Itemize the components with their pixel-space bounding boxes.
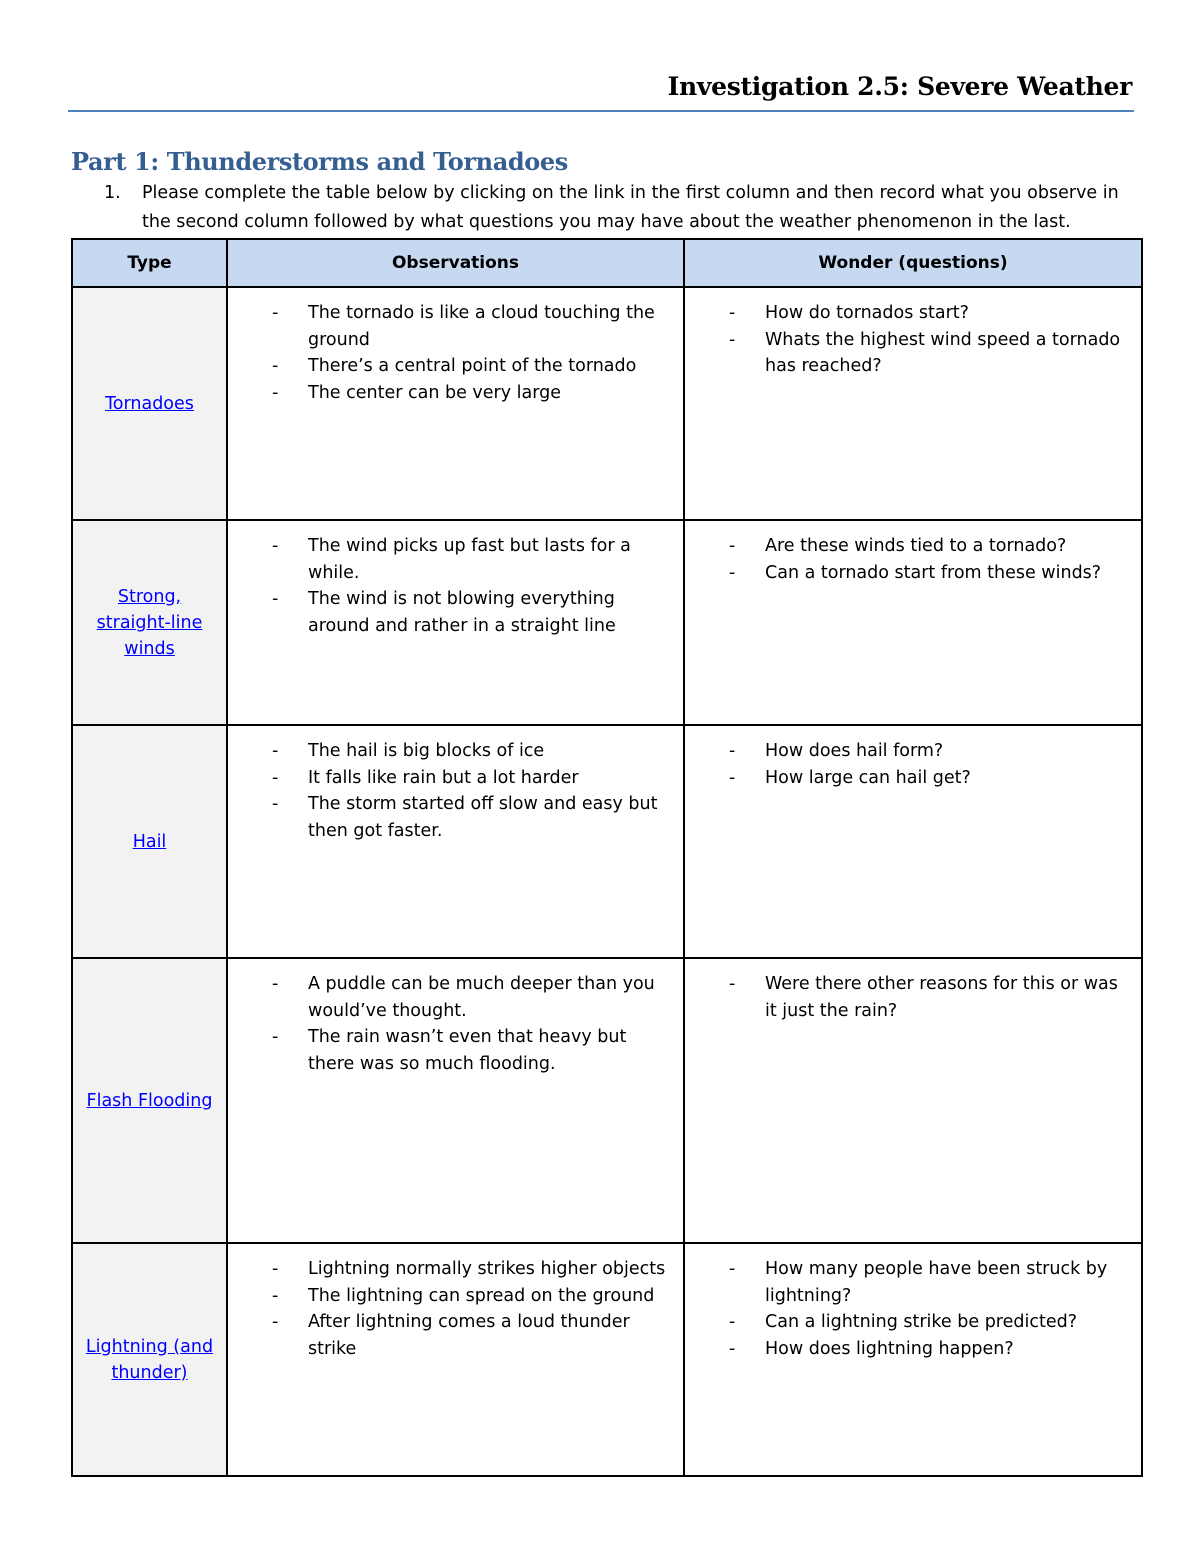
type-cell bbox=[72, 1243, 227, 1476]
phenomenon-link[interactable]: Tornadoes bbox=[105, 393, 194, 414]
document-header bbox=[68, 70, 1134, 112]
wonder-list bbox=[685, 300, 1131, 380]
table-row bbox=[72, 1243, 1142, 1476]
observation-item bbox=[228, 300, 673, 353]
observations-cell bbox=[227, 520, 684, 725]
item-text: The tornado is like a cloud touching the ground bbox=[308, 303, 655, 350]
question-item bbox=[685, 1256, 1131, 1309]
table-row bbox=[72, 725, 1142, 958]
dash-bullet-icon: - bbox=[272, 589, 279, 609]
item-text: After lightning comes a loud thunder strike bbox=[308, 1312, 630, 1359]
wonder-cell bbox=[684, 287, 1142, 520]
item-text: The lightning can spread on the ground bbox=[308, 1285, 655, 1306]
observation-item bbox=[228, 738, 673, 765]
wonder-cell bbox=[684, 520, 1142, 725]
question-item bbox=[685, 560, 1131, 587]
item-text: It falls like rain but a lot harder bbox=[308, 767, 579, 788]
header-type: Type bbox=[72, 239, 227, 287]
observation-item bbox=[228, 586, 673, 639]
observation-item bbox=[228, 971, 673, 1024]
item-text: How large can hail get? bbox=[765, 767, 971, 788]
item-text: The storm started off slow and easy but then got faster. bbox=[308, 794, 658, 841]
dash-bullet-icon: - bbox=[272, 974, 279, 994]
observations-list bbox=[228, 971, 673, 1077]
item-text: The hail is big blocks of ice bbox=[308, 741, 545, 761]
question-item bbox=[685, 1336, 1131, 1363]
item-text: The wind picks up fast but lasts for a while. bbox=[308, 536, 631, 583]
observation-item bbox=[228, 380, 673, 407]
wonder-cell bbox=[684, 1243, 1142, 1476]
item-text: The wind is not blowing everything around and rather in a straight line bbox=[308, 589, 616, 636]
item-text: Are these winds tied to a tornado? bbox=[765, 536, 1067, 556]
observation-item bbox=[228, 1024, 673, 1077]
dash-bullet-icon: - bbox=[729, 303, 736, 323]
weather-table bbox=[71, 238, 1143, 1477]
dash-bullet-icon: - bbox=[729, 741, 736, 761]
dash-bullet-icon: - bbox=[272, 1312, 279, 1332]
type-cell bbox=[72, 725, 227, 958]
part-heading: Part 1: Thunderstorms and Tornadoes bbox=[71, 147, 568, 176]
item-text: The rain wasn’t even that heavy but there was so much flooding. bbox=[308, 1027, 627, 1074]
observation-item bbox=[228, 1283, 673, 1310]
instruction-item bbox=[104, 179, 1134, 237]
wonder-list bbox=[685, 1256, 1131, 1362]
item-text: Can a lightning strike be predicted? bbox=[765, 1312, 1078, 1332]
question-item bbox=[685, 1309, 1131, 1336]
observation-item bbox=[228, 1256, 673, 1283]
dash-bullet-icon: - bbox=[729, 562, 736, 583]
item-text: Whats the highest wind speed a tornado has reached? bbox=[765, 329, 1121, 376]
item-text: There’s a central point of the tornado bbox=[308, 356, 637, 376]
question-item bbox=[685, 765, 1131, 792]
wonder-list bbox=[685, 533, 1131, 586]
item-text: Lightning normally strikes higher objects bbox=[308, 1259, 666, 1279]
dash-bullet-icon: - bbox=[272, 767, 279, 788]
observations-cell bbox=[227, 958, 684, 1243]
dash-bullet-icon: - bbox=[729, 1312, 736, 1332]
phenomenon-link[interactable]: Strong, straight-line winds bbox=[96, 586, 203, 659]
dash-bullet-icon: - bbox=[272, 1285, 279, 1306]
instruction-text: Please complete the table below by clicking on the link in the first column and then record what you observe in the second column followed by what questions you may have about the weather phenomenon in the last. bbox=[142, 183, 1119, 232]
question-item bbox=[685, 738, 1131, 765]
item-text: Can a tornado start from these winds? bbox=[765, 562, 1102, 583]
question-item bbox=[685, 533, 1131, 560]
observations-cell bbox=[227, 725, 684, 958]
type-cell bbox=[72, 287, 227, 520]
dash-bullet-icon: - bbox=[729, 1338, 736, 1359]
dash-bullet-icon: - bbox=[729, 767, 736, 788]
table-row bbox=[72, 958, 1142, 1243]
phenomenon-link[interactable]: Flash Flooding bbox=[86, 1090, 213, 1111]
dash-bullet-icon: - bbox=[729, 1259, 736, 1279]
item-text: How does hail form? bbox=[765, 741, 944, 761]
question-item bbox=[685, 327, 1131, 380]
observations-list bbox=[228, 738, 673, 844]
dash-bullet-icon: - bbox=[272, 356, 279, 376]
phenomenon-link[interactable]: Hail bbox=[132, 831, 167, 852]
dash-bullet-icon: - bbox=[272, 536, 279, 556]
table-row bbox=[72, 520, 1142, 725]
table-row bbox=[72, 287, 1142, 520]
header-wonder: Wonder (questions) bbox=[684, 239, 1142, 287]
wonder-cell bbox=[684, 725, 1142, 958]
type-cell bbox=[72, 520, 227, 725]
dash-bullet-icon: - bbox=[272, 1027, 279, 1047]
question-item bbox=[685, 971, 1131, 1024]
phenomenon-link[interactable]: Lightning (and thunder) bbox=[85, 1336, 214, 1383]
table-header-row bbox=[72, 239, 1142, 287]
item-text: The center can be very large bbox=[308, 382, 561, 403]
wonder-list bbox=[685, 738, 1131, 791]
dash-bullet-icon: - bbox=[729, 974, 736, 994]
observations-cell bbox=[227, 1243, 684, 1476]
header-observations: Observations bbox=[227, 239, 684, 287]
observation-item bbox=[228, 765, 673, 792]
dash-bullet-icon: - bbox=[272, 382, 279, 403]
observation-item bbox=[228, 353, 673, 380]
item-text: Were there other reasons for this or was it just the rain? bbox=[765, 974, 1118, 1021]
dash-bullet-icon: - bbox=[272, 741, 279, 761]
observation-item bbox=[228, 791, 673, 844]
item-text: How many people have been struck by lightning? bbox=[765, 1259, 1108, 1306]
dash-bullet-icon: - bbox=[729, 536, 736, 556]
wonder-list bbox=[685, 971, 1131, 1024]
wonder-cell bbox=[684, 958, 1142, 1243]
observations-list bbox=[228, 1256, 673, 1362]
observations-cell bbox=[227, 287, 684, 520]
observations-list bbox=[228, 533, 673, 639]
document-title: Investigation 2.5: Severe Weather bbox=[667, 72, 1132, 101]
observation-item bbox=[228, 533, 673, 586]
item-text: How do tornados start? bbox=[765, 303, 969, 323]
item-text: A puddle can be much deeper than you would’ve thought. bbox=[308, 974, 655, 1021]
observations-list bbox=[228, 300, 673, 406]
item-text: How does lightning happen? bbox=[765, 1338, 1014, 1359]
dash-bullet-icon: - bbox=[729, 329, 736, 350]
type-cell bbox=[72, 958, 227, 1243]
dash-bullet-icon: - bbox=[272, 1259, 279, 1279]
dash-bullet-icon: - bbox=[272, 794, 279, 814]
dash-bullet-icon: - bbox=[272, 303, 279, 323]
instruction-number: 1. bbox=[104, 183, 121, 203]
observation-item bbox=[228, 1309, 673, 1362]
question-item bbox=[685, 300, 1131, 327]
